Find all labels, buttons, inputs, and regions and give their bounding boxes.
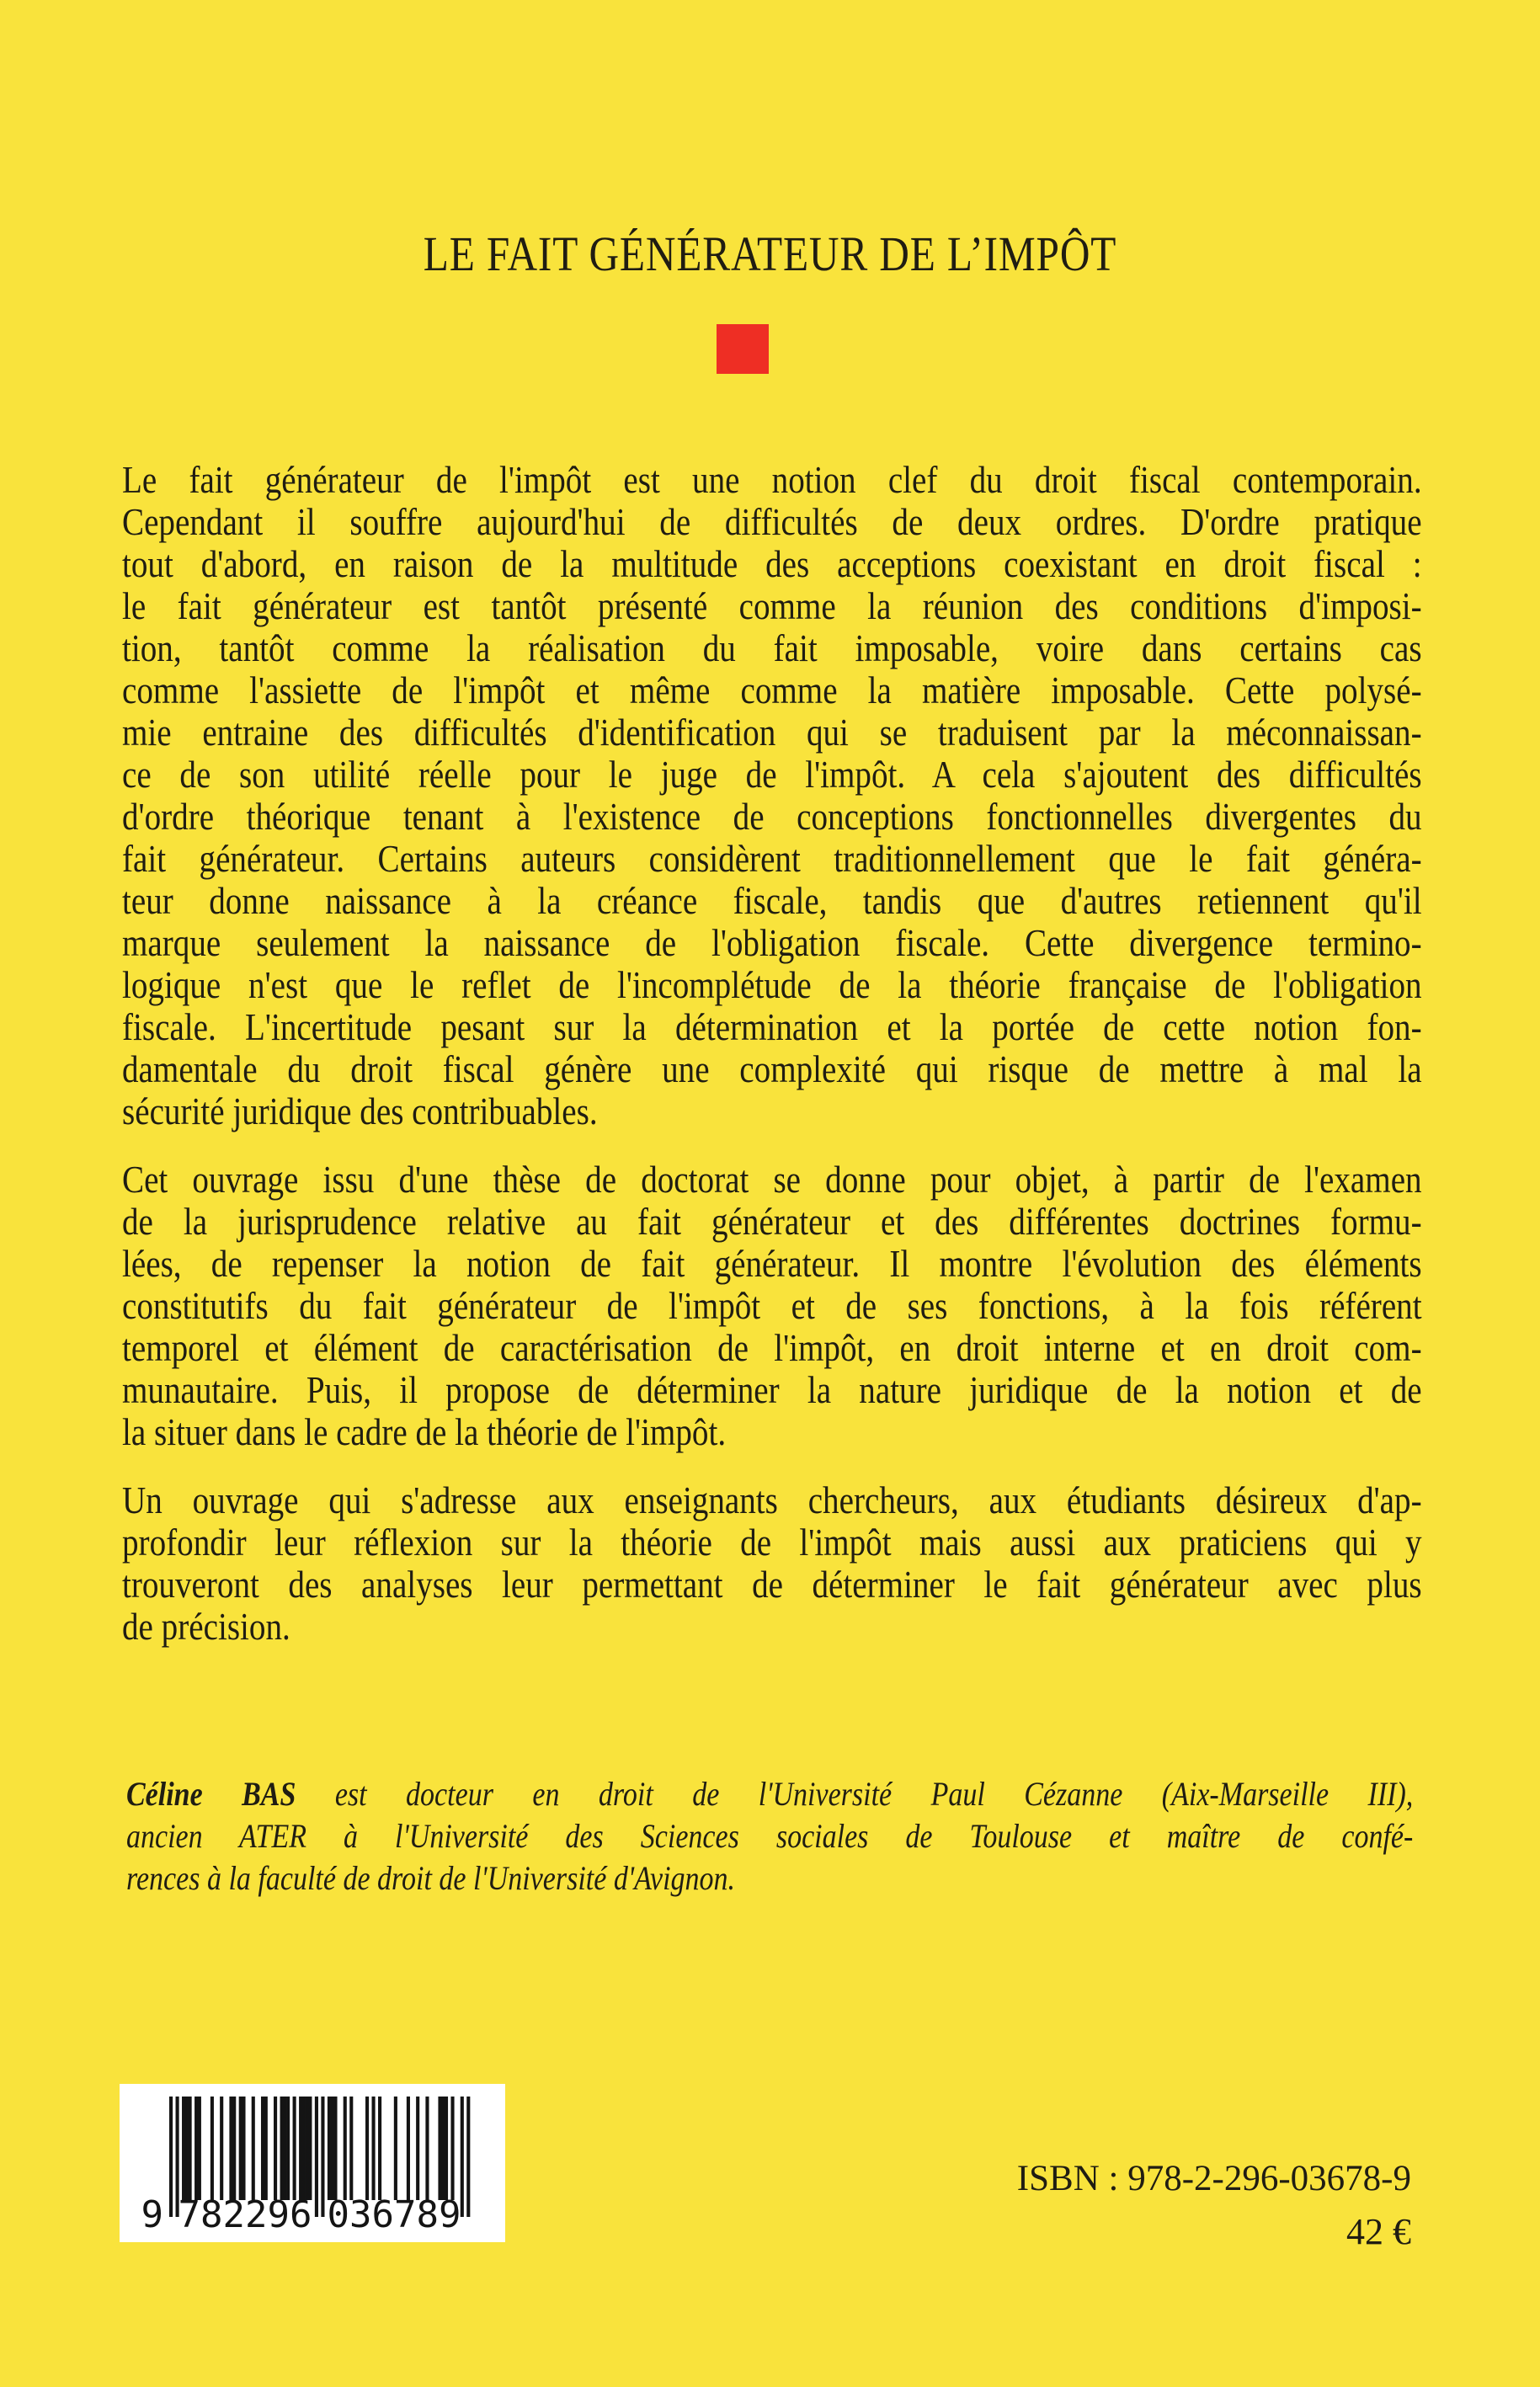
text-line: comme l'assiette de l'impôt et même comme la matière imposable. Cette polysé- (122, 669, 1422, 711)
text-line: ancien ATER à l'Université des Sciences sociales de Toulouse et maître de confé- (126, 1817, 1414, 1855)
barcode-bar (189, 2097, 192, 2200)
synopsis-paragraph-1 (122, 459, 1422, 1132)
barcode-bar (331, 2097, 334, 2200)
text-line: tout d'abord, en raison de la multitude des acceptions coexistant en droit fiscal : (122, 542, 1422, 585)
text-line: damentale du droit fiscal génère une complexité qui risque de mettre à mal la (122, 1047, 1422, 1090)
author-bio-line-1 (126, 1773, 1413, 1815)
text-line: de la jurisprudence relative au fait générateur et des différentes doctrines formu- (122, 1200, 1422, 1243)
barcode-bar (274, 2097, 277, 2200)
barcode-bar (239, 2097, 242, 2200)
text-line: tion, tantôt comme la réalisation du fait imposable, voire dans certains cas (122, 626, 1422, 669)
author-name: Céline BAS (126, 1775, 296, 1813)
synopsis-paragraph-2 (122, 1159, 1422, 1453)
author-bio-line-1-rest: est docteur en droit de l'Université Paul Cézanne (Aix-Marseille III), (296, 1775, 1414, 1813)
barcode-bar (407, 2097, 410, 2200)
barcode-bar (365, 2097, 369, 2200)
text-line: Cet ouvrage issu d'une thèse de doctorat se donne pour objet, à partir de l'examen (122, 1158, 1422, 1201)
barcode-bar (210, 2097, 214, 2200)
barcode-bar (321, 2097, 324, 2217)
text-line: lées, de repenser la notion de fait générateur. Il montre l'évolution des éléments (122, 1242, 1422, 1285)
text-line: munautaire. Puis, il propose de déterminer la nature juridique de la notion et de (122, 1368, 1422, 1411)
synopsis (122, 459, 1422, 1648)
isbn-text: ISBN : 978-2-296-03678-9 (1016, 2159, 1411, 2198)
text-line: sécurité juridique des contribuables. (122, 1090, 598, 1132)
barcode-bar (378, 2097, 381, 2200)
barcode-bar (283, 2097, 286, 2200)
book-title: LE FAIT GÉNÉRATEUR DE L’IMPÔT (423, 226, 1117, 281)
barcode-bar (441, 2097, 445, 2200)
barcode-bar (416, 2097, 419, 2200)
text-line: constitutifs du fait générateur de l'impôt et de ses fonctions, à la fois référent (122, 1284, 1422, 1327)
synopsis-paragraph-3 (122, 1479, 1422, 1648)
author-bio-continuation (126, 1815, 1413, 1899)
barcode-bar (220, 2097, 223, 2200)
barcode-left-digit: 9 (141, 2193, 163, 2236)
barcode-bar (261, 2097, 264, 2200)
text-line: d'ordre théorique tenant à l'existence de conceptions fonctionnelles divergentes du (122, 795, 1422, 838)
barcode-svg (120, 2084, 505, 2242)
text-line: logique n'est que le reflet de l'incomplétude de la théorie française de l'obligation (122, 963, 1422, 1006)
text-line: teur donne naissance à la créance fiscale, tandis que d'autres retiennent qu'il (122, 879, 1422, 922)
barcode-bar (445, 2097, 448, 2200)
barcode (120, 2084, 505, 2242)
barcode-bar (425, 2097, 429, 2200)
barcode-bar (185, 2097, 189, 2200)
barcode-bar (194, 2097, 198, 2200)
barcode-bar (333, 2097, 337, 2200)
barcode-bar (306, 2097, 309, 2200)
text-line: marque seulement la naissance de l'obligation fiscale. Cette divergence termino- (122, 921, 1422, 964)
barcode-bar (328, 2097, 331, 2200)
barcode-bar (169, 2097, 173, 2217)
barcode-bar (264, 2097, 268, 2200)
text-line: de précision. (122, 1605, 290, 1648)
price-text: 42 € (1346, 2211, 1411, 2252)
barcode-bar (286, 2097, 290, 2200)
barcode-bar (450, 2097, 454, 2200)
barcode-bar (344, 2097, 347, 2200)
text-line: ce de son utilité réelle pour le juge de l'impôt. A cela s'ajoutent des difficultés (122, 753, 1422, 796)
text-line: rences à la faculté de droit de l'Université d'Avignon. (126, 1859, 736, 1897)
barcode-bar (198, 2097, 201, 2200)
author-bio (126, 1773, 1413, 1899)
barcode-bar (293, 2097, 296, 2200)
barcode-bar (315, 2097, 318, 2217)
red-square-ornament (717, 324, 769, 374)
text-line: Un ouvrage qui s'adresse aux enseignants chercheurs, aux étudiants désireux d'ap- (122, 1479, 1422, 1521)
barcode-bar (229, 2097, 232, 2200)
barcode-bar (182, 2097, 185, 2200)
barcode-bar (280, 2097, 284, 2200)
text-line: fait générateur. Certains auteurs considèrent traditionnellement que le fait généra- (122, 837, 1422, 880)
text-line: fiscale. L'incertitude pesant sur la détermination et la portée de cette notion fon- (122, 1005, 1422, 1048)
text-line: Le fait générateur de l'impôt est une notion clef du droit fiscal contemporain. (122, 458, 1422, 501)
barcode-bar (242, 2097, 245, 2200)
text-line: le fait générateur est tantôt présenté comme la réunion des conditions d'imposi- (122, 584, 1422, 627)
barcode-bar (308, 2097, 312, 2200)
barcode-bar (299, 2097, 302, 2200)
barcode-bar (394, 2097, 397, 2200)
text-line: trouveront des analyses leur permettant de déterminer le fait générateur avec plus (122, 1563, 1422, 1606)
barcode-bar (349, 2097, 353, 2200)
text-line: Cependant il souffre aujourd'hui de difficultés de deux ordres. D'ordre pratique (122, 500, 1422, 543)
barcode-bar (466, 2097, 470, 2217)
barcode-bar (372, 2097, 376, 2200)
barcode-bar (438, 2097, 441, 2200)
text-line: mie entraine des difficultés d'identification qui se traduisent par la méconnaissan- (122, 711, 1422, 754)
text-line: profondir leur réflexion sur la théorie de l'impôt mais aussi aux praticiens qui y (122, 1521, 1422, 1564)
barcode-bar (232, 2097, 236, 2200)
barcode-digit-group-2: 036789 (327, 2193, 461, 2236)
barcode-bar (302, 2097, 306, 2200)
text-line: temporel et élément de caractérisation de l'impôt, en droit interne et en droit com- (122, 1326, 1422, 1369)
barcode-bar (252, 2097, 255, 2200)
barcode-digit-group-1: 782296 (178, 2193, 312, 2236)
text-line: la situer dans le cadre de la théorie de l'impôt. (122, 1410, 727, 1453)
